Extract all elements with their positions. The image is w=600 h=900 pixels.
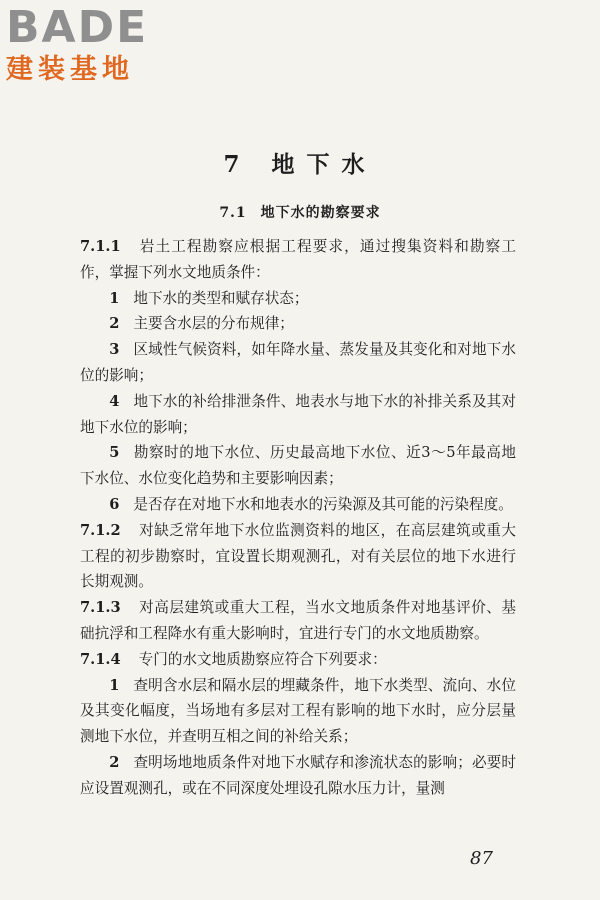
list-item [80,286,516,312]
list-item [80,750,516,802]
item-text: 查明含水层和隔水层的埋藏条件，地下水类型、流向、水位及其变化幅度，当场地有多层对工程有影响的地下水时，应分层量测地下水位，并查明互相之间的补给关系； [80,676,516,746]
list-item [80,389,516,441]
clause-7-1-4 [80,647,516,673]
section-title [0,202,600,222]
item-text: 主要含水层的分布规律； [133,315,294,333]
section-number: 7.1 [219,205,247,221]
logo-text: BADE [6,2,149,53]
item-text: 地下水的补给排泄条件、地表水与地下水的补排关系及其对地下水位的影响； [80,392,516,436]
clause-7-1-1 [80,234,516,286]
body-text [80,234,516,802]
logo-subtitle: 建装基地 [6,54,134,85]
item-text: 勘察时的地下水位、历史最高地下水位、近3～5年最高地下水位、水位变化趋势和主要影响因素； [80,444,516,488]
item-number: 6 [109,495,120,513]
item-text: 查明场地地质条件对地下水赋存和渗流状态的影响；必要时应设置观测孔，或在不同深度处埋设孔隙水压力计，量测 [80,753,516,797]
item-number: 1 [109,676,120,694]
item-number: 4 [109,392,120,410]
item-text: 区域性气候资料，如年降水量、蒸发量及其变化和对地下水位的影响； [80,341,516,384]
list-item [80,337,516,389]
clause-text: 岩土工程勘察应根据工程要求，通过搜集资料和勘察工作，掌握下列水文地质条件： [80,238,516,281]
item-number: 2 [109,753,120,771]
item-number: 2 [109,315,120,333]
item-number: 1 [109,289,120,307]
item-text: 地下水的类型和赋存状态； [133,289,309,307]
item-number: 5 [109,444,120,462]
list-item [80,440,516,492]
item-text: 是否存在对地下水和地表水的污染源及其可能的污染程度。 [133,495,513,513]
list-item [80,311,516,337]
clause-text: 专门的水文地质勘察应符合下列要求： [138,650,387,668]
logo [6,4,148,86]
clause-number: 7.1.2 [80,521,121,539]
clause-number: 7.1.1 [80,238,121,255]
clause-7-1-2 [80,518,516,595]
clause-text: 对高层建筑或重大工程，当水文地质条件对地基评价、基础抗浮和工程降水有重大影响时，宜进行专门的水文地质勘察。 [80,599,516,642]
clause-number: 7.1.3 [80,599,121,617]
clause-7-1-3 [80,595,516,647]
clause-text: 对缺乏常年地下水位监测资料的地区，在高层建筑或重大工程的初步勘察时，宜设置长期观测孔，对有关层位的地下水进行长期观测。 [80,521,516,591]
page-number: 87 [470,848,493,869]
section-heading: 地下水的勘察要求 [260,205,381,221]
item-number: 3 [109,341,120,359]
list-item [80,492,516,518]
chapter-title: 7 地下水 [223,151,377,178]
list-item [80,673,516,750]
clause-number: 7.1.4 [80,650,121,668]
